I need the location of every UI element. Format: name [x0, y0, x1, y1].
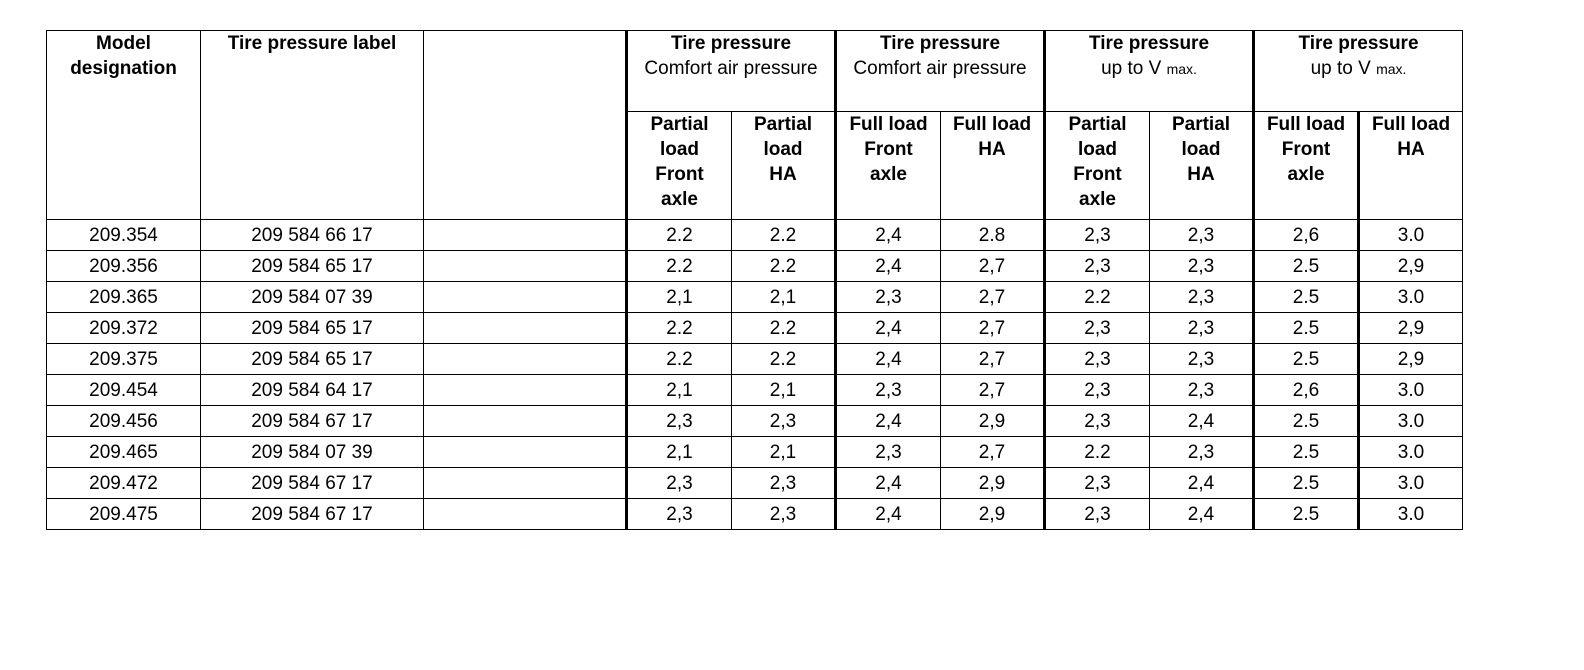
column-header-line: Front — [655, 164, 704, 185]
tire-pressure-label-cell: 209 584 07 39 — [201, 282, 424, 313]
pressure-value-cell: 2.5 — [1254, 468, 1359, 499]
header-row-groups — [47, 31, 1463, 112]
column-header-line: HA — [978, 139, 1006, 160]
column-header — [1150, 112, 1254, 220]
pressure-value-cell: 2,3 — [627, 406, 732, 437]
pressure-value-cell: 2.2 — [1045, 437, 1150, 468]
column-header-line: Full load — [849, 114, 928, 135]
pressure-value-cell: 2.2 — [627, 313, 732, 344]
pressure-value-cell: 2,7 — [941, 282, 1045, 313]
column-header-line: Front — [864, 139, 913, 160]
group-title: Tire pressure — [1088, 33, 1210, 54]
column-header-line: axle — [870, 164, 907, 185]
column-header-line: load — [763, 139, 803, 160]
pressure-value-cell: 2,7 — [941, 375, 1045, 406]
column-header-line: Partial — [753, 114, 813, 135]
column-header — [732, 112, 836, 220]
pressure-value-cell: 2,9 — [941, 406, 1045, 437]
pressure-value-cell: 2,4 — [1150, 499, 1254, 530]
pressure-value-cell: 2,3 — [1045, 375, 1150, 406]
pressure-value-cell: 2,6 — [1254, 375, 1359, 406]
table-row — [47, 251, 1463, 282]
group-subtitle-text: up to V — [1101, 58, 1167, 79]
column-header — [1359, 112, 1463, 220]
column-header-line: HA — [1187, 164, 1215, 185]
pressure-value-cell: 2,3 — [732, 468, 836, 499]
pressure-value-cell: 2.5 — [1254, 499, 1359, 530]
pressure-value-cell: 2.2 — [627, 344, 732, 375]
pressure-value-cell: 2,1 — [732, 437, 836, 468]
pressure-value-cell: 2.2 — [1045, 282, 1150, 313]
table-row — [47, 437, 1463, 468]
pressure-value-cell: 2.8 — [941, 220, 1045, 251]
column-header-line: Partial — [1171, 114, 1231, 135]
pressure-value-cell: 2,9 — [1359, 313, 1463, 344]
pressure-value-cell: 2.2 — [732, 344, 836, 375]
pressure-value-cell: 2.5 — [1254, 437, 1359, 468]
column-header-line: Full load — [1371, 114, 1451, 135]
pressure-value-cell: 2,4 — [1150, 406, 1254, 437]
pressure-value-cell: 2,3 — [627, 468, 732, 499]
column-header-line: Front — [1073, 164, 1122, 185]
column-header-line: Front — [1281, 139, 1331, 160]
tire-pressure-label-cell: 209 584 65 17 — [201, 251, 424, 282]
group-header-comfort-partial — [627, 31, 836, 112]
group-header-comfort-full — [836, 31, 1045, 112]
pressure-value-cell: 2,3 — [1150, 220, 1254, 251]
pressure-value-cell: 2,4 — [836, 220, 941, 251]
group-subtitle-text: Comfort air pressure — [853, 58, 1027, 79]
pressure-value-cell: 2,4 — [836, 468, 941, 499]
column-header-line: Partial — [1068, 114, 1127, 135]
table-header — [47, 31, 1463, 220]
blank-cell — [424, 251, 627, 282]
group-subtitle-text: up to V — [1310, 58, 1377, 79]
tire-pressure-label-cell: 209 584 65 17 — [201, 313, 424, 344]
table-row — [47, 313, 1463, 344]
pressure-value-cell: 2,9 — [1359, 344, 1463, 375]
pressure-value-cell: 2,3 — [1045, 499, 1150, 530]
tire-pressure-label-cell: 209 584 67 17 — [201, 499, 424, 530]
blank-cell — [424, 499, 627, 530]
blank-cell — [424, 344, 627, 375]
model-designation-cell: 209.375 — [47, 344, 201, 375]
column-header — [941, 112, 1045, 220]
pressure-value-cell: 2,6 — [1254, 220, 1359, 251]
pressure-value-cell: 2,1 — [627, 282, 732, 313]
pressure-value-cell: 2,9 — [941, 468, 1045, 499]
column-header-line: load — [659, 139, 700, 160]
pressure-value-cell: 2,4 — [836, 313, 941, 344]
blank-cell — [424, 282, 627, 313]
pressure-value-cell: 3.0 — [1359, 406, 1463, 437]
group-subtitle-small: max. — [1376, 61, 1407, 77]
pressure-value-cell: 2,4 — [836, 344, 941, 375]
group-subtitle — [628, 56, 834, 82]
pressure-value-cell: 2,3 — [1045, 313, 1150, 344]
pressure-value-cell: 2.2 — [732, 251, 836, 282]
label-header-text: Tire pressure label — [227, 33, 397, 54]
tire-pressure-label-cell: 209 584 67 17 — [201, 468, 424, 499]
model-header-line-2: designation — [70, 58, 177, 79]
blank-cell — [424, 375, 627, 406]
pressure-value-cell: 2.5 — [1254, 251, 1359, 282]
table-row — [47, 468, 1463, 499]
table-row — [47, 220, 1463, 251]
column-header-line: Full load — [1266, 114, 1346, 135]
column-header-line: HA — [1397, 139, 1425, 160]
pressure-value-cell: 3.0 — [1359, 375, 1463, 406]
column-header-line: Partial — [650, 114, 709, 135]
pressure-value-cell: 2,7 — [941, 437, 1045, 468]
model-designation-cell: 209.372 — [47, 313, 201, 344]
pressure-value-cell: 2,3 — [1150, 375, 1254, 406]
group-title: Tire pressure — [670, 33, 792, 54]
table-row — [47, 499, 1463, 530]
tire-pressure-label-header — [201, 31, 424, 220]
column-header-line: axle — [1079, 189, 1116, 210]
group-subtitle-small: max. — [1166, 61, 1197, 77]
group-title: Tire pressure — [879, 33, 1001, 54]
pressure-value-cell: 3.0 — [1359, 437, 1463, 468]
group-header-vmax-partial — [1045, 31, 1254, 112]
tire-pressure-label-cell: 209 584 64 17 — [201, 375, 424, 406]
pressure-value-cell: 2,4 — [836, 251, 941, 282]
column-header — [1045, 112, 1150, 220]
pressure-value-cell: 2,3 — [627, 499, 732, 530]
table-row — [47, 344, 1463, 375]
model-designation-cell: 209.454 — [47, 375, 201, 406]
group-subtitle-text: Comfort air pressure — [644, 58, 818, 79]
model-designation-cell: 209.365 — [47, 282, 201, 313]
model-designation-cell: 209.356 — [47, 251, 201, 282]
model-designation-cell: 209.472 — [47, 468, 201, 499]
blank-cell — [424, 220, 627, 251]
blank-cell — [424, 406, 627, 437]
column-header-line: Full load — [952, 114, 1032, 135]
table-row — [47, 375, 1463, 406]
pressure-value-cell: 2,9 — [1359, 251, 1463, 282]
tire-pressure-label-cell: 209 584 65 17 — [201, 344, 424, 375]
blank-cell — [424, 468, 627, 499]
pressure-value-cell: 2.5 — [1254, 282, 1359, 313]
pressure-value-cell: 2,3 — [732, 406, 836, 437]
pressure-value-cell: 2,3 — [1045, 220, 1150, 251]
tire-pressure-label-cell: 209 584 67 17 — [201, 406, 424, 437]
column-header — [836, 112, 941, 220]
pressure-value-cell: 2.5 — [1254, 313, 1359, 344]
table-body — [47, 220, 1463, 530]
pressure-value-cell: 2,1 — [732, 375, 836, 406]
pressure-value-cell: 2,1 — [627, 375, 732, 406]
model-header-line-1: Model — [96, 33, 151, 54]
column-header — [627, 112, 732, 220]
column-header-line: HA — [769, 164, 797, 185]
model-designation-cell: 209.475 — [47, 499, 201, 530]
pressure-value-cell: 2,1 — [627, 437, 732, 468]
column-header — [1254, 112, 1359, 220]
table-row — [47, 282, 1463, 313]
model-designation-cell: 209.456 — [47, 406, 201, 437]
pressure-value-cell: 2,3 — [1150, 251, 1254, 282]
pressure-value-cell: 2.5 — [1254, 344, 1359, 375]
pressure-value-cell: 2,3 — [1150, 313, 1254, 344]
pressure-value-cell: 2,3 — [1150, 437, 1254, 468]
column-header-line: load — [1181, 139, 1221, 160]
blank-cell — [424, 437, 627, 468]
column-header-line: axle — [1287, 164, 1325, 185]
tire-pressure-label-cell: 209 584 07 39 — [201, 437, 424, 468]
pressure-value-cell: 2,3 — [836, 437, 941, 468]
pressure-value-cell: 2.2 — [732, 220, 836, 251]
pressure-value-cell: 2,3 — [1045, 344, 1150, 375]
column-header-line: load — [1077, 139, 1118, 160]
pressure-value-cell: 2,3 — [1150, 282, 1254, 313]
pressure-value-cell: 2,4 — [836, 406, 941, 437]
pressure-value-cell: 2,3 — [1045, 468, 1150, 499]
pressure-value-cell: 2,7 — [941, 344, 1045, 375]
pressure-value-cell: 3.0 — [1359, 468, 1463, 499]
group-subtitle — [837, 56, 1043, 82]
pressure-value-cell: 2.2 — [732, 313, 836, 344]
pressure-value-cell: 2,4 — [836, 499, 941, 530]
pressure-value-cell: 2,4 — [1150, 468, 1254, 499]
pressure-value-cell: 3.0 — [1359, 282, 1463, 313]
pressure-value-cell: 2,7 — [941, 251, 1045, 282]
pressure-value-cell: 2,3 — [1045, 251, 1150, 282]
pressure-value-cell: 2,1 — [732, 282, 836, 313]
blank-cell — [424, 313, 627, 344]
pressure-value-cell: 2.2 — [627, 220, 732, 251]
table-row — [47, 406, 1463, 437]
model-designation-header — [47, 31, 201, 220]
pressure-value-cell: 2,7 — [941, 313, 1045, 344]
pressure-value-cell: 2.2 — [627, 251, 732, 282]
model-designation-cell: 209.354 — [47, 220, 201, 251]
column-header-line: axle — [661, 189, 698, 210]
pressure-value-cell: 2.5 — [1254, 406, 1359, 437]
pressure-value-cell: 2,3 — [836, 375, 941, 406]
tire-pressure-label-cell: 209 584 66 17 — [201, 220, 424, 251]
group-header-vmax-full — [1254, 31, 1463, 112]
pressure-value-cell: 2,9 — [941, 499, 1045, 530]
blank-header — [424, 31, 627, 220]
tire-pressure-table — [46, 30, 1463, 530]
group-subtitle — [1255, 56, 1462, 82]
group-title: Tire pressure — [1298, 33, 1419, 54]
pressure-value-cell: 3.0 — [1359, 220, 1463, 251]
pressure-value-cell: 3.0 — [1359, 499, 1463, 530]
pressure-value-cell: 2,3 — [1045, 406, 1150, 437]
pressure-value-cell: 2,3 — [1150, 344, 1254, 375]
pressure-value-cell: 2,3 — [836, 282, 941, 313]
pressure-value-cell: 2,3 — [732, 499, 836, 530]
model-designation-cell: 209.465 — [47, 437, 201, 468]
group-subtitle — [1046, 56, 1252, 82]
